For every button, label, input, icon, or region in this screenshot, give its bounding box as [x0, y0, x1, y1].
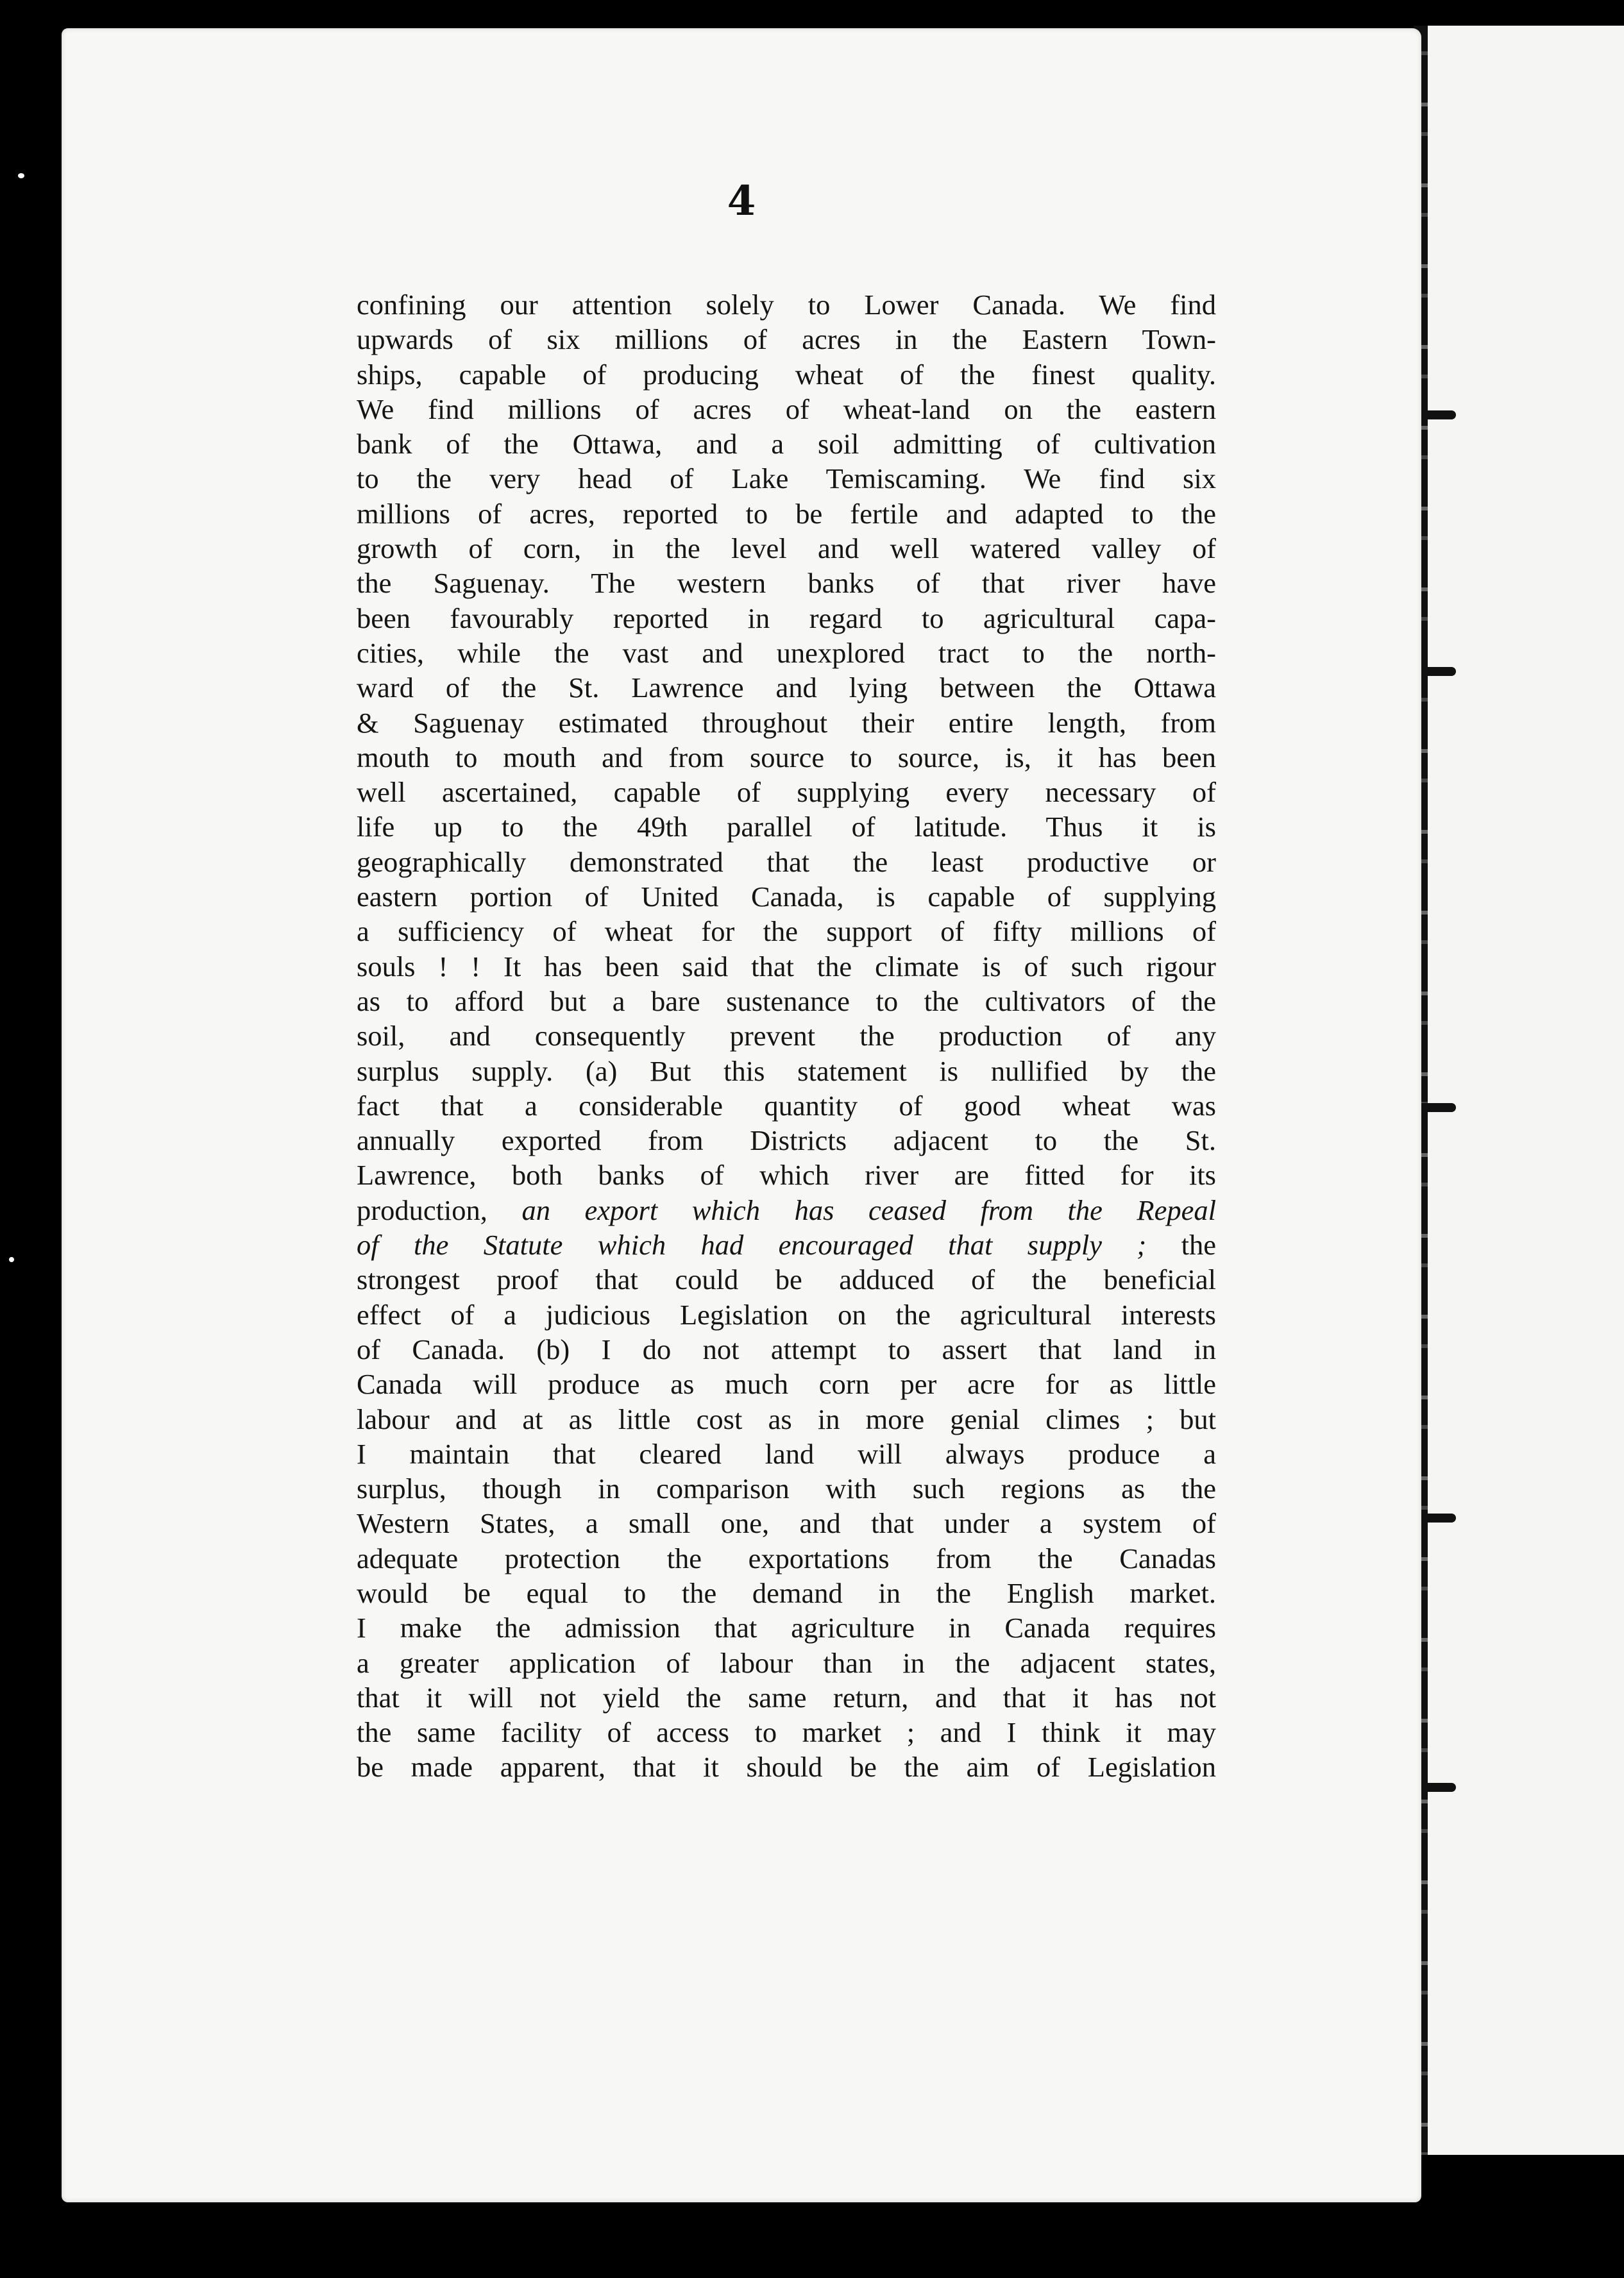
text-line — [357, 775, 1216, 809]
text-line — [357, 670, 1216, 705]
text-segment: the same facility of access to market ; and I think it may — [357, 1716, 1216, 1749]
text-line — [357, 1054, 1216, 1088]
text-line — [357, 809, 1216, 844]
text-line — [357, 949, 1216, 984]
text-segment: a sufficiency of wheat for the support of fifty millions of — [357, 915, 1216, 948]
text-line — [357, 1158, 1216, 1192]
text-line — [357, 1750, 1216, 1784]
text-line — [357, 1471, 1216, 1506]
text-segment: the — [1146, 1229, 1216, 1261]
text-line — [357, 531, 1216, 566]
text-line — [357, 914, 1216, 949]
text-segment: adequate protection the exportations from the Canadas — [357, 1542, 1216, 1574]
text-segment: that it will not yield the same return, and that it has not — [357, 1681, 1216, 1714]
text-line — [357, 287, 1216, 322]
text-line — [357, 1088, 1216, 1123]
text-line — [357, 1610, 1216, 1645]
text-line — [357, 1506, 1216, 1540]
text-line — [357, 1332, 1216, 1367]
text-segment: production, — [357, 1194, 522, 1226]
text-segment: as to afford but a bare sustenance to the cultivators of the — [357, 984, 1216, 1017]
italic-text-segment: an export which has ceased from the Repeal — [521, 1194, 1216, 1226]
text-segment: eastern portion of United Canada, is capable of supplying — [357, 881, 1216, 913]
text-line — [357, 1193, 1216, 1228]
text-segment: surplus, though in comparison with such regions as the — [357, 1472, 1216, 1505]
text-segment: millions of acres, reported to be fertile and adapted to the — [357, 497, 1216, 530]
text-segment: soil, and consequently prevent the production of any — [357, 1020, 1216, 1052]
text-segment: fact that a considerable quantity of good wheat was — [357, 1089, 1216, 1122]
text-line — [357, 1646, 1216, 1680]
text-segment: well ascertained, capable of supplying every necessary of — [357, 776, 1216, 809]
text-segment: ships, capable of producing wheat of the finest quality. — [357, 358, 1216, 391]
text-segment: upwards of six millions of acres in the Eastern Town- — [357, 323, 1216, 356]
text-segment: would be equal to the demand in the English market. — [357, 1576, 1216, 1609]
text-line — [357, 740, 1216, 775]
text-line — [357, 461, 1216, 496]
text-segment: Western States, a small one, and that under a system of — [357, 1507, 1216, 1540]
text-segment: a greater application of labour than in the adjacent states, — [357, 1646, 1216, 1679]
body-text — [357, 287, 1216, 1785]
text-line — [357, 1402, 1216, 1437]
text-line — [357, 1018, 1216, 1053]
text-segment: souls ! ! It has been said that the climate is of such rigour — [357, 950, 1216, 983]
text-line — [357, 322, 1216, 357]
text-line — [357, 392, 1216, 426]
text-segment: & Saguenay estimated throughout their entire length, from — [357, 706, 1216, 739]
text-line — [357, 984, 1216, 1018]
text-line — [357, 1228, 1216, 1262]
text-line — [357, 1123, 1216, 1158]
text-segment: We find millions of acres of wheat-land on the eastern — [357, 392, 1216, 425]
text-line — [357, 1437, 1216, 1471]
text-line — [357, 496, 1216, 531]
adjacent-page-edge — [1423, 26, 1624, 2155]
text-segment: labour and at as little cost as in more genial climes ; but — [357, 1403, 1216, 1435]
text-segment: to the very head of Lake Temiscaming. We find six — [357, 462, 1216, 495]
text-segment: growth of corn, in the level and well watered valley of — [357, 532, 1216, 565]
text-segment: of Canada. (b) I do not attempt to assert that land in — [357, 1333, 1216, 1365]
text-line — [357, 1576, 1216, 1610]
text-line — [357, 1297, 1216, 1332]
text-segment: cities, while the vast and unexplored tract to the north- — [357, 636, 1216, 669]
text-line — [357, 845, 1216, 879]
text-line — [357, 1367, 1216, 1401]
text-line — [357, 426, 1216, 461]
scan-speck — [18, 173, 24, 178]
text-line — [357, 1680, 1216, 1715]
text-segment: annually exported from Districts adjacent to the St. — [357, 1124, 1216, 1157]
text-line — [357, 1262, 1216, 1297]
text-line — [357, 636, 1216, 670]
text-line — [357, 705, 1216, 740]
text-segment: confining our attention solely to Lower Canada. We find — [357, 289, 1216, 321]
text-segment: geographically demonstrated that the least productive or — [357, 845, 1216, 878]
text-segment: mouth to mouth and from source to source, is, it has been — [357, 741, 1216, 773]
text-segment: I make the admission that agriculture in Canada requires — [357, 1612, 1216, 1644]
text-segment: strongest proof that could be adduced of the beneficial — [357, 1263, 1216, 1296]
scan-speck — [9, 1257, 14, 1262]
page-number: 4 — [727, 177, 756, 225]
text-segment: effect of a judicious Legislation on the agricultural interests — [357, 1298, 1216, 1331]
text-line — [357, 1715, 1216, 1750]
text-line — [357, 357, 1216, 392]
book-page — [62, 28, 1421, 2202]
text-segment: surplus supply. (a) But this statement is nullified by the — [357, 1054, 1216, 1087]
text-segment: the Saguenay. The western banks of that river have — [357, 567, 1216, 600]
italic-text-segment: of the Statute which had encouraged that supply ; — [357, 1229, 1147, 1261]
text-segment: I maintain that cleared land will always produce a — [357, 1437, 1216, 1470]
text-segment: Lawrence, both banks of which river are fitted for its — [357, 1159, 1216, 1192]
text-segment: been favourably reported in regard to agricultural capa- — [357, 602, 1216, 634]
text-line — [357, 566, 1216, 600]
text-segment: ward of the St. Lawrence and lying between the Ottawa — [357, 671, 1216, 704]
text-line — [357, 1541, 1216, 1576]
text-segment: bank of the Ottawa, and a soil admitting of cultivation — [357, 428, 1216, 460]
text-segment: life up to the 49th parallel of latitude. Thus it is — [357, 811, 1216, 843]
text-line — [357, 879, 1216, 914]
text-segment: be made apparent, that it should be the aim of Legislation — [357, 1751, 1216, 1784]
text-line — [357, 601, 1216, 636]
text-segment: Canada will produce as much corn per acre for as little — [357, 1368, 1216, 1401]
